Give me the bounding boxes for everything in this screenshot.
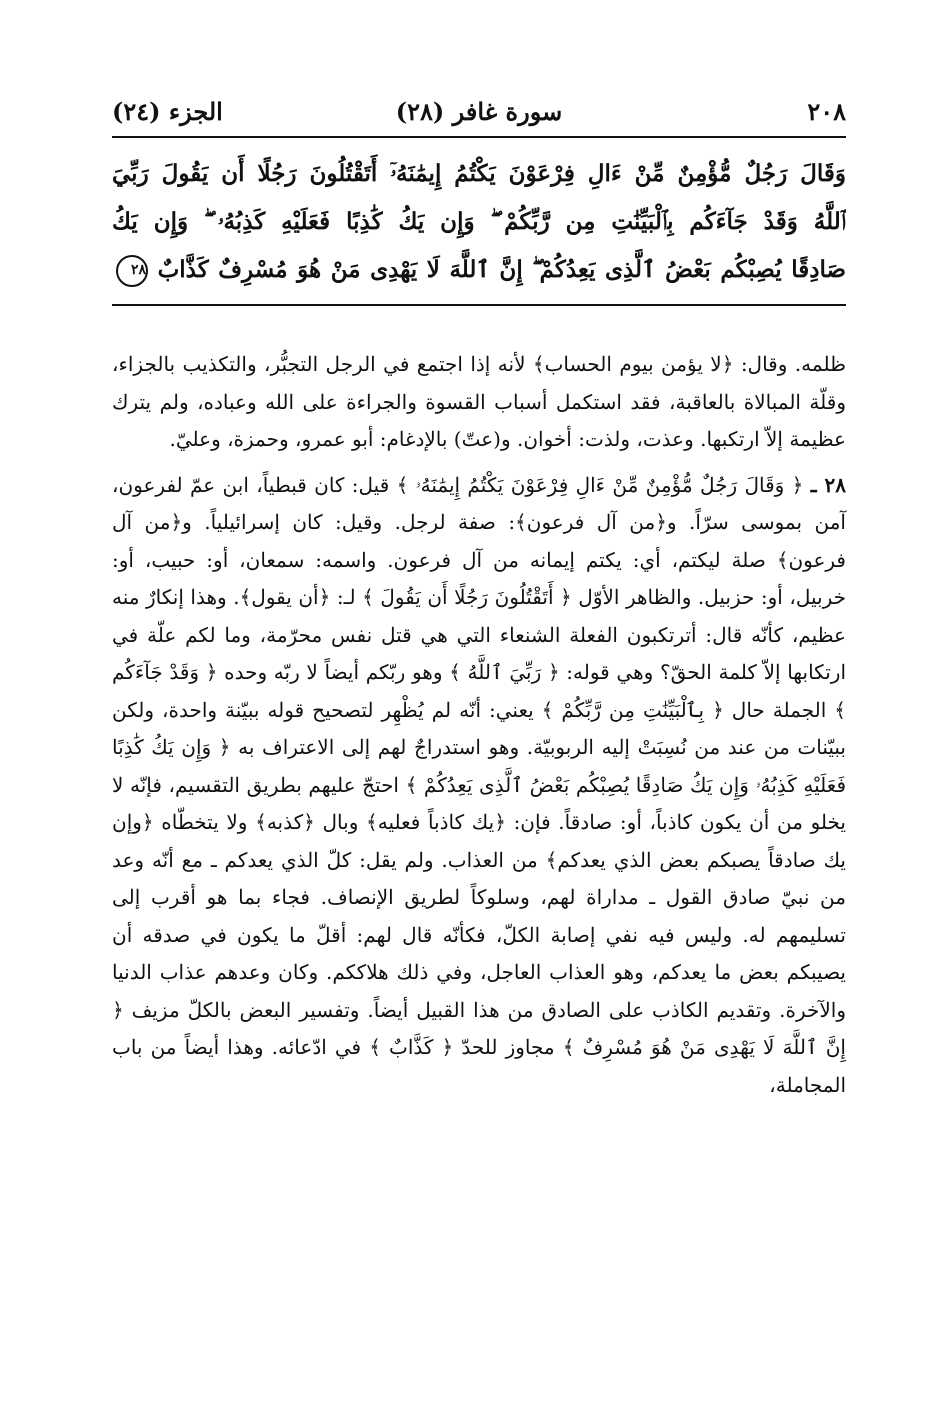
book-page <box>112 92 846 1332</box>
page-number: ٢٠٨ <box>807 97 846 126</box>
verse-line-2: ٱللَّهُ وَقَدْ جَآءَكُم بِٱلْبَيِّنَٰتِ مِن رَّبِّكُمْ ۖ وَإِن يَكُ كَٰذِبًا فَعَلَيْهِ كَذِبُهُۥ ۖ وَإِن يَكُ <box>112 208 846 235</box>
verse-line-1: وَقَالَ رَجُلٌ مُّؤْمِنٌ مِّنْ ءَالِ فِرْعَوْنَ يَكْتُمُ إِيمَٰنَهُۥٓ أَتَقْتُلُونَ رَجُلًا أَن يَقُولَ رَبِّيَ <box>112 160 846 187</box>
page-header <box>112 92 846 138</box>
commentary-ayah-number: ٢٨ ـ <box>810 472 846 497</box>
section-divider <box>112 304 846 306</box>
commentary-text <box>112 346 846 1104</box>
commentary-paragraph-1: ظلمه. وقال: ﴿لا يؤمن بيوم الحساب﴾ لأنه إذا اجتمع في الرجل التجبُّر، والتكذيب بالجزاء، وقلّة المبالاة بالعاقبة، فقد استكمل أسباب القسوة والجراءة على الله وعباده، ولم يترك عظيمة إلاّ ارتكبها. وعذت، ولذت: أخوان. و(عتّ) بالإدغام: أبو عمرو، وحمزة، وعليّ. <box>112 352 846 451</box>
commentary-paragraph-2-text: ﴿ وَقَالَ رَجُلٌ مُّؤْمِنٌ مِّنْ ءَالِ فِرْعَوْنَ يَكْتُمُ إِيمَٰنَهُۥ ﴾ قيل: كان قبطياً، ابن عمّ لفرعون، آمن بموسى سرّاً. و﴿من آل فرعون﴾: صفة لرجل. وقيل: كان إسرائيلياً. و﴿من آل فرعون﴾ صلة ليكتم، أي: يكتم إيمانه من آل فرعون. واسمه: سمعان، أو: حبيب، أو: خربيل، أو: حزبيل. والظاهر الأوّل ﴿ أَتَقْتُلُونَ رَجُلًا أَن يَقُولَ ﴾ لـ: ﴿أن يقول﴾. وهذا إنكارٌ منه عظيم، كأنّه قال: أترتكبون الفعلة الشنعاء التي هي قتل نفس محرّمة، وما لكم علّة في ارتكابها إلاّ كلمة الحقّ؟ وهي قوله: ﴿ رَبِّيَ ٱللَّهُ ﴾ وهو ربّكم أيضاً لا ربّه وحده ﴿ وَقَدْ جَآءَكُم ﴾ الجملة حال ﴿ بِٱلْبَيِّنَٰتِ مِن رَّبِّكُمْ ﴾ يعني: أنّه لم يُظْهِر لتصحيح قوله ببيّنة واحدة، ولكن ببيّنات من عند من نُسِبَتْ إليه الربوبيّة. وهو استدراجٌ لهم إلى الاعتراف به ﴿ وَإِن يَكُ كَٰذِبًا فَعَلَيْهِ كَذِبُهُۥ وَإِن يَكُ صَادِقًا يُصِبْكُم بَعْضُ ٱلَّذِى يَعِدُكُمْ ﴾ احتجّ عليهم بطريق التقسيم، فإنّه لا يخلو من أن يكون كاذباً، أو: صادقاً. فإن: ﴿يك كاذباً فعليه﴾ وبال ﴿كذبه﴾ ولا يتخطّاه ﴿وإن يك صادقاً يصبكم بعض الذي يعدكم﴾ من العذاب. ولم يقل: كلّ الذي يعدكم ـ مع أنّه وعد من نبيّ صادق القول ـ مداراة لهم، وسلوكاً لطريق الإنصاف. فجاء بما هو أقرب إلى تسليمهم له. وليس فيه نفي إصابة الكلّ، فكأنّه قال لهم: أقلّ ما يكون في صدقه أن يصيبكم بعض ما يعدكم، وهو العذاب العاجل، وفي ذلك هلاككم. وكان وعدهم عذاب الدنيا والآخرة. وتقديم الكاذب على الصادق من هذا القبيل أيضاً. وتفسير البعض بالكلّ مزيف ﴿ إِنَّ ٱللَّهَ لَا يَهْدِى مَنْ هُوَ مُسْرِفٌ ﴾ مجاوز للحدّ ﴿ كَذَّابٌ ﴾ في ادّعائه. وهذا أيضاً من باب المجاملة، <box>112 472 846 1097</box>
ayah-number-marker: ٢٨ <box>116 255 148 287</box>
commentary-paragraph-2 <box>112 467 846 1105</box>
verse-line-3 <box>112 246 846 294</box>
verse-line-3-text: صَادِقًا يُصِبْكُم بَعْضُ ٱلَّذِى يَعِدُكُمْ ۖ إِنَّ ٱللَّهَ لَا يَهْدِى مَنْ هُوَ مُسْرِفٌ كَذَّابٌ <box>157 256 846 283</box>
surah-title: سورة غافر (٢٨) <box>395 97 563 126</box>
quran-verse-block <box>112 150 846 294</box>
juz-label: الجزء (٢٤) <box>112 97 223 126</box>
